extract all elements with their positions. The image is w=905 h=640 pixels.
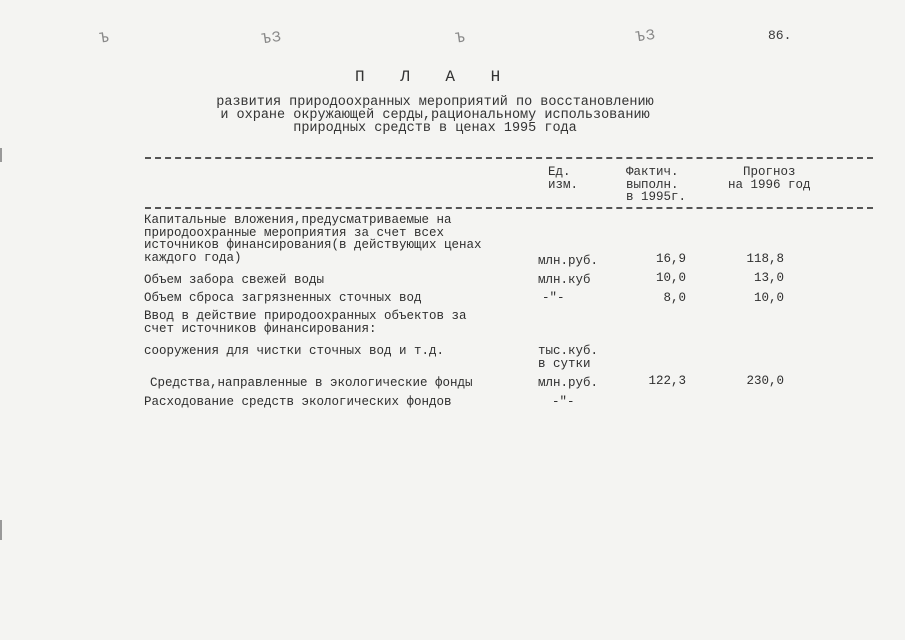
row-fact: 10,0 — [655, 271, 686, 285]
handwritten-mark: Ъ — [454, 29, 468, 48]
row-forecast: 230,0 — [746, 374, 784, 388]
row-fact: 122,3 — [648, 374, 686, 388]
row-label: сооружения для чистки сточных вод и т.д. — [144, 344, 445, 358]
row-unit: -"- — [542, 291, 565, 305]
subtitle-line: и охране окружающей серды,рациональному использованию — [220, 108, 650, 123]
row-fact: 8,0 — [663, 291, 686, 305]
row-label: Капитальные вложения,предусматриваемые на природоохранные мероприятия за счет всех источников финансирования(в действующих ценах каждого года) — [144, 213, 482, 265]
row-unit: млн.руб. — [538, 254, 599, 268]
header-bottom-rule — [145, 207, 873, 209]
page-number: 86. — [768, 28, 792, 43]
row-unit: -"- — [552, 395, 575, 409]
page-title: П Л А Н — [355, 68, 514, 86]
row-label: Ввод в действие природоохранных объектов за счет источников финансирования: — [144, 309, 467, 336]
page-subtitle — [200, 96, 670, 135]
handwritten-mark: ЪЗ — [634, 26, 658, 47]
row-label: Средства,направленные в экологические фонды — [150, 376, 473, 390]
header-fact: Фактич. выполн. в 1995г. — [626, 165, 687, 204]
header-unit: Ед. изм. — [548, 165, 579, 192]
handwritten-mark: ЪЗ — [260, 28, 284, 49]
handwritten-mark: Ъ — [98, 29, 112, 48]
table-top-rule — [145, 157, 873, 159]
header-forecast: Прогноз на 1996 год — [728, 165, 811, 192]
scan-edge-mark — [0, 520, 2, 540]
row-fact: 16,9 — [655, 252, 686, 266]
scan-edge-mark — [0, 148, 2, 162]
row-label: Объем сброса загрязненных сточных вод — [144, 291, 422, 305]
subtitle-line: развития природоохранных мероприятий по восстановлению — [216, 95, 654, 110]
row-forecast: 10,0 — [753, 291, 784, 305]
subtitle-line: природных средств в ценах 1995 года — [293, 121, 577, 136]
row-label: Объем забора свежей воды — [144, 273, 325, 287]
row-unit: тыс.куб. в сутки — [538, 344, 599, 371]
row-unit: млн.куб — [538, 273, 591, 287]
row-forecast: 118,8 — [746, 252, 784, 266]
row-unit: млн.руб. — [538, 376, 599, 390]
row-label: Расходование средств экологических фондов — [144, 395, 452, 409]
row-forecast: 13,0 — [753, 271, 784, 285]
